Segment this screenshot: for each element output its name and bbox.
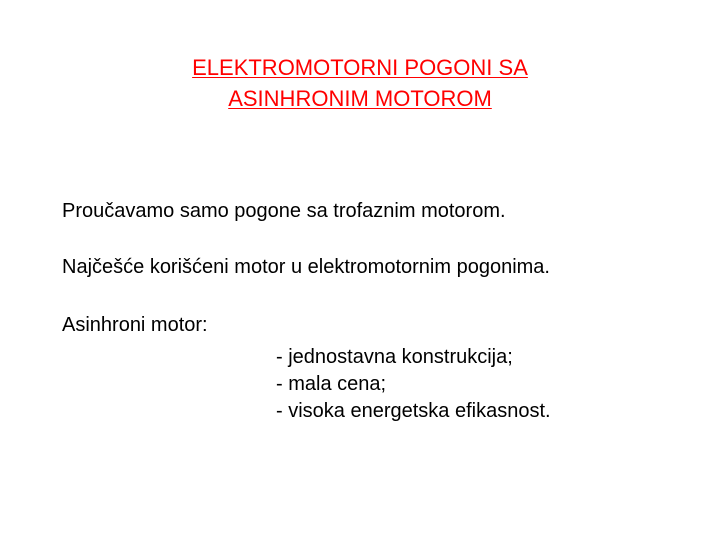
- slide-title-line-1: ELEKTROMOTORNI POGONI SA: [192, 55, 528, 80]
- slide-title-line-2: ASINHRONIM MOTOROM: [228, 86, 492, 111]
- paragraph-three-phase: Proučavamo samo pogone sa trofaznim motorom.: [62, 200, 506, 222]
- slide-title: [60, 52, 660, 114]
- paragraph-async-motor: Asinhroni motor:: [62, 314, 208, 336]
- paragraph-most-used: Najčešće korišćeni motor u elektromotornim pogonima.: [62, 256, 550, 278]
- list-item: - visoka energetska efikasnost.: [276, 400, 551, 422]
- list-item: - jednostavna konstrukcija;: [276, 346, 513, 368]
- list-item: - mala cena;: [276, 373, 387, 395]
- feature-list: [276, 344, 551, 425]
